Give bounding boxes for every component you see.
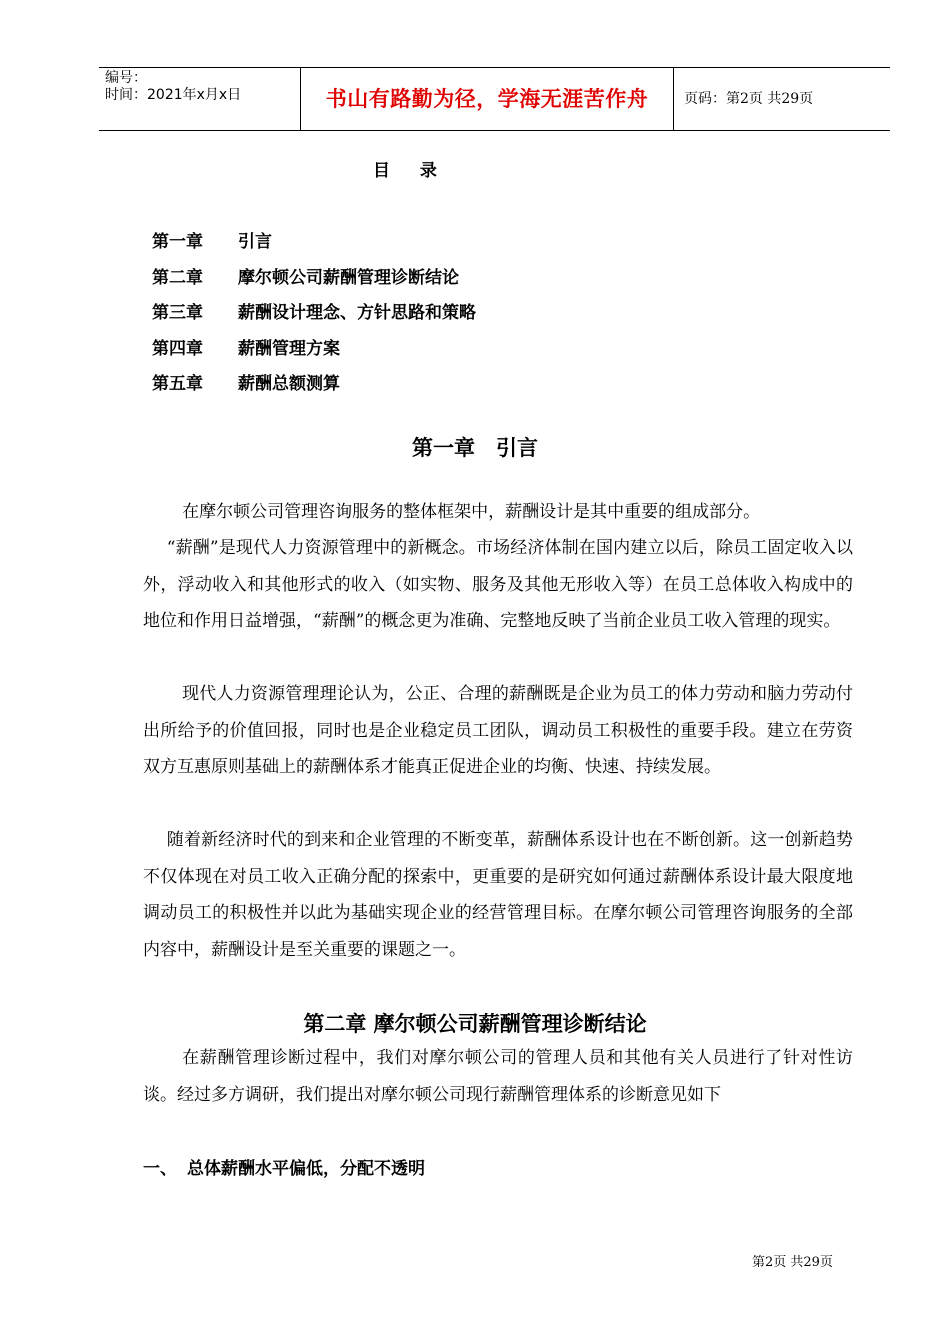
- toc-title: 目 录: [373, 161, 449, 181]
- chapter2-paragraph: 在薪酬管理诊断过程中，我们对摩尔顿公司的管理人员和其他有关人员进行了针对性访谈。经过多方调研，我们提出对摩尔顿公司现行薪酬管理体系的诊断意见如下: [143, 1048, 853, 1105]
- page-footer: 第2页 共29页: [752, 1255, 833, 1270]
- chapter1-paragraph-2: “薪酬”是现代人力资源管理中的新概念。市场经济体制在国内建立以后，除员工固定收入以外，浮动收入和其他形式的收入（如实物、服务及其他无形收入等）在员工总体收入构成中的地位和作用日益增强，“薪酬”的概念更为准确、完整地反映了当前企业员工收入管理的现实。: [143, 538, 853, 631]
- toc-item-title: 引言: [238, 232, 272, 252]
- section-title: 总体薪酬水平偏低，分配不透明: [187, 1159, 425, 1179]
- header-meta: [99, 68, 301, 130]
- chapter2-heading: 第二章 摩尔顿公司薪酬管理诊断结论: [303, 1011, 647, 1036]
- toc-item: [152, 230, 476, 266]
- toc-item: [152, 337, 476, 373]
- chapter1-paragraph-1: 在摩尔顿公司管理咨询服务的整体框架中，薪酬设计是其中重要的组成部分。: [182, 502, 761, 522]
- toc-item: [152, 266, 476, 302]
- header-page-info: 页码：第2页 共29页: [684, 91, 814, 107]
- toc-item-title: 薪酬总额测算: [238, 374, 340, 394]
- section-number: 一、: [143, 1159, 177, 1179]
- header-motto: 书山有路勤为径，学海无涯苦作舟: [301, 68, 674, 130]
- toc-chapter: 第五章: [152, 374, 203, 394]
- toc-chapter: 第二章: [152, 267, 203, 288]
- toc-item: [152, 301, 476, 337]
- toc-item-title: 摩尔顿公司薪酬管理诊断结论: [238, 267, 459, 288]
- header-time-label: 时间：2021年x月x日: [105, 87, 242, 103]
- table-of-contents: [152, 230, 476, 408]
- toc-item-title: 薪酬管理方案: [238, 338, 340, 359]
- chapter1-paragraph-4: 随着新经济时代的到来和企业管理的不断变革，薪酬体系设计也在不断创新。这一创新趋势不仅体现在对员工收入正确分配的探索中，更重要的是研究如何通过薪酬体系设计最大限度地调动员工的积极性并以此为基础实现企业的经营管理目标。在摩尔顿公司管理咨询服务的全部内容中，薪酬设计是至关重要的课题之一。: [143, 830, 853, 960]
- toc-chapter: 第四章: [152, 338, 203, 359]
- toc-chapter: 第三章: [152, 303, 203, 323]
- section-heading: [143, 1154, 425, 1179]
- page-header: [99, 67, 890, 131]
- chapter1-heading: 第一章 引言: [412, 435, 538, 460]
- chapter1-paragraph-3: 现代人力资源管理理论认为，公正、合理的薪酬既是企业为员工的体力劳动和脑力劳动付出所给予的价值回报，同时也是企业稳定员工团队，调动员工积极性的重要手段。建立在劳资双方互惠原则基础上的薪酬体系才能真正促进企业的均衡、快速、持续发展。: [143, 684, 853, 777]
- toc-item-title: 薪酬设计理念、方针思路和策略: [238, 303, 476, 323]
- header-number-label: 编号：: [105, 70, 147, 86]
- toc-chapter: 第一章: [152, 232, 203, 252]
- toc-item: [152, 372, 476, 408]
